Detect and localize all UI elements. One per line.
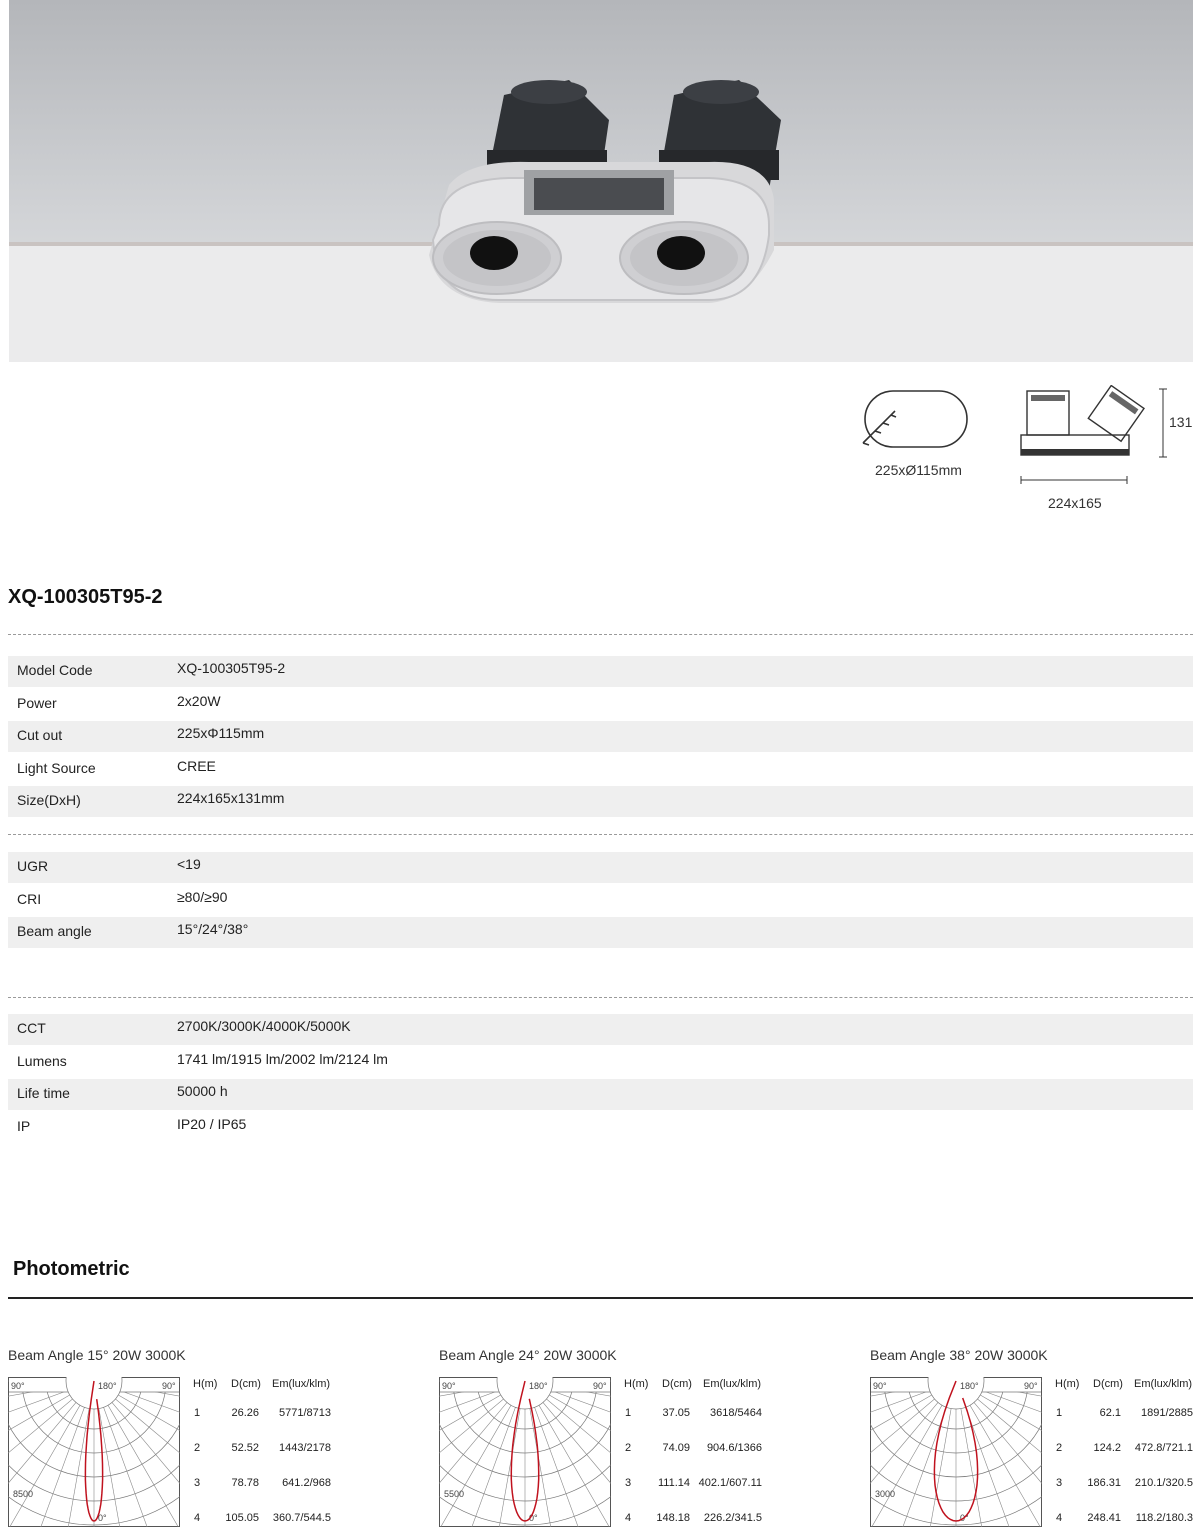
spec-label: CRI [17, 890, 42, 907]
row-em: 1891/2885 [1141, 1407, 1193, 1419]
polar-scale-label: 8500 [13, 1489, 34, 1499]
row-d: 148.18 [656, 1512, 690, 1524]
spec-value: XQ-100305T95-2 [177, 660, 286, 676]
spec-value: 224x165x131mm [177, 790, 285, 806]
spec-label: IP [17, 1117, 31, 1134]
row-h: 3 [625, 1477, 632, 1489]
spec-label: Size(DxH) [17, 792, 81, 808]
spec-row [8, 852, 1193, 883]
header-d: D(cm) [1093, 1378, 1123, 1390]
row-em: 472.8/721.1 [1134, 1442, 1193, 1454]
row-h: 4 [625, 1512, 632, 1524]
divider [8, 997, 1193, 998]
spec-row [8, 1014, 1193, 1045]
header-h: H(m) [624, 1378, 649, 1390]
row-h: 4 [1056, 1512, 1063, 1524]
header-d: D(cm) [662, 1378, 692, 1390]
spec-row [8, 885, 1193, 916]
polar-label-bottom: 0° [529, 1513, 538, 1523]
polar-label-top: 180° [529, 1381, 548, 1391]
polar-chart [870, 1345, 1200, 1530]
spec-label: Power [17, 694, 57, 711]
row-h: 1 [1056, 1407, 1063, 1419]
header-em: Em(lux/klm) [272, 1378, 331, 1390]
row-h: 1 [194, 1407, 201, 1419]
polar-label-right: 90° [593, 1381, 607, 1391]
row-em: 402.1/607.11 [698, 1477, 762, 1489]
polar-grid [439, 1377, 611, 1527]
row-d: 248.41 [1087, 1512, 1121, 1524]
side-view-diagram [1015, 385, 1195, 485]
divider [8, 834, 1193, 835]
spec-label: Beam angle [17, 923, 92, 939]
spec-label: Light Source [17, 759, 96, 776]
spec-value: 225xΦ115mm [177, 725, 265, 741]
row-em: 118.2/180.3 [1135, 1512, 1193, 1524]
spec-row [8, 1112, 1193, 1143]
polar-label-left: 90° [873, 1381, 887, 1391]
polar-label-left: 90° [442, 1381, 456, 1391]
row-h: 2 [625, 1442, 632, 1454]
spec-row [8, 1047, 1193, 1078]
spec-value: 15°/24°/38° [177, 921, 249, 937]
polar-grid [8, 1377, 180, 1527]
header-h: H(m) [1055, 1378, 1080, 1390]
spec-label: Life time [17, 1085, 70, 1101]
polar-scale-label: 3000 [875, 1489, 896, 1499]
row-em: 641.2/968 [282, 1477, 331, 1489]
spec-row [8, 721, 1193, 752]
chart-title: Beam Angle 24° 20W 3000K [439, 1347, 617, 1363]
row-d: 186.31 [1087, 1477, 1121, 1489]
spec-value: CREE [177, 757, 216, 774]
spec-value: IP20 / IP65 [177, 1115, 247, 1132]
spec-row [8, 656, 1193, 687]
spec-label: Lumens [17, 1052, 67, 1069]
spec-row [8, 754, 1193, 785]
width-label: 224x165 [1048, 495, 1102, 511]
polar-grid [870, 1377, 1042, 1527]
header-h: H(m) [193, 1378, 218, 1390]
header-d: D(cm) [231, 1378, 261, 1390]
spec-value: 2x20W [177, 692, 221, 709]
spec-row [8, 786, 1193, 817]
spec-row [8, 1079, 1193, 1110]
downlight-illustration [9, 0, 1193, 362]
spec-label: Model Code [17, 662, 93, 678]
photometric-divider [8, 1297, 1193, 1299]
driver-heatsink [524, 170, 674, 215]
spec-value: 50000 h [177, 1083, 228, 1099]
row-d: 74.09 [662, 1442, 690, 1454]
spec-row [8, 689, 1193, 720]
photometric-heading: Photometric [13, 1258, 130, 1280]
row-d: 105.05 [225, 1512, 259, 1524]
cutout-label: 225xØ115mm [875, 462, 962, 478]
row-em: 226.2/341.5 [703, 1512, 762, 1524]
spec-label: Cut out [17, 727, 63, 743]
row-em: 904.6/1366 [706, 1442, 762, 1454]
chart-title: Beam Angle 15° 20W 3000K [8, 1347, 186, 1363]
row-d: 78.78 [231, 1477, 259, 1489]
cutout-diagram [855, 385, 975, 455]
spec-value: 1741 lm/1915 lm/2002 lm/2124 lm [177, 1050, 388, 1067]
row-em: 360.7/544.5 [272, 1512, 331, 1524]
row-h: 1 [625, 1407, 632, 1419]
row-em: 3618/5464 [710, 1407, 762, 1419]
polar-label-top: 180° [98, 1381, 117, 1391]
row-em: 210.1/320.5 [1134, 1477, 1193, 1489]
divider [8, 634, 1193, 635]
row-h: 3 [194, 1477, 201, 1489]
row-h: 4 [194, 1512, 201, 1524]
spec-value: 2700K/3000K/4000K/5000K [177, 1018, 351, 1034]
header-em: Em(lux/klm) [703, 1378, 762, 1390]
row-d: 111.14 [657, 1477, 690, 1489]
polar-scale-label: 5500 [444, 1489, 465, 1499]
height-label: 131 [1169, 414, 1193, 430]
row-d: 37.05 [662, 1407, 690, 1419]
polar-chart [439, 1345, 769, 1530]
polar-label-top: 180° [960, 1381, 979, 1391]
header-em: Em(lux/klm) [1134, 1378, 1193, 1390]
product-hero-image [9, 0, 1193, 362]
spec-row [8, 917, 1193, 948]
row-d: 124.2 [1093, 1442, 1121, 1454]
polar-label-left: 90° [11, 1381, 25, 1391]
row-d: 62.1 [1099, 1407, 1121, 1419]
spec-label: UGR [17, 858, 49, 874]
spec-label: CCT [17, 1020, 46, 1036]
row-em: 5771/8713 [279, 1407, 331, 1419]
row-h: 2 [1056, 1442, 1063, 1454]
row-d: 52.52 [231, 1442, 259, 1454]
polar-label-bottom: 0° [98, 1513, 107, 1523]
product-title: XQ-100305T95-2 [8, 586, 163, 608]
row-h: 3 [1056, 1477, 1063, 1489]
spec-value: ≥80/≥90 [177, 888, 228, 905]
chart-title: Beam Angle 38° 20W 3000K [870, 1347, 1048, 1363]
row-h: 2 [194, 1442, 201, 1454]
polar-label-bottom: 0° [960, 1513, 969, 1523]
row-em: 1443/2178 [279, 1442, 331, 1454]
row-d: 26.26 [231, 1407, 259, 1419]
polar-chart [8, 1345, 338, 1530]
spec-value: <19 [177, 856, 201, 872]
polar-label-right: 90° [162, 1381, 176, 1391]
polar-label-right: 90° [1024, 1381, 1038, 1391]
